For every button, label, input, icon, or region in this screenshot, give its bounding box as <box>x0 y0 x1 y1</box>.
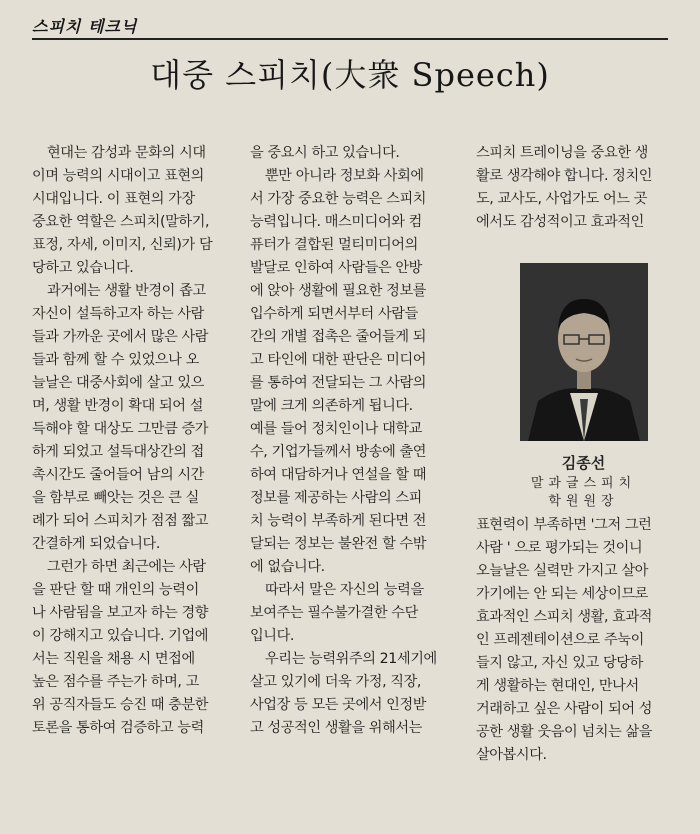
author-organization: 말과글스피치 <box>530 476 637 491</box>
text-line: 서 가장 중요한 능력은 스피치 <box>250 191 427 207</box>
text-line: 발달로 인하여 사람들은 안방 <box>250 260 422 276</box>
text-line: 살고 있기에 더욱 가정, 직장, <box>250 674 422 690</box>
text-line: 늘날은 대중사회에 살고 있으 <box>32 375 204 391</box>
text-line: 이며 능력의 시대이고 표현의 <box>32 168 204 184</box>
text-line: 도, 교사도, 사업가도 어느 곳 <box>476 191 648 207</box>
text-line: 을 판단 할 때 개인의 능력이 <box>32 582 199 598</box>
text-line: 예를 들어 정치인이나 대학교 <box>250 421 422 437</box>
text-line: 공한 생활 웃음이 넘치는 삶을 <box>476 724 653 740</box>
text-line: 이 강해지고 있습니다. 기업에 <box>32 628 209 644</box>
text-line: 며, 생활 반경이 확대 되어 설 <box>32 398 204 414</box>
text-line: 을 함부로 빼앗는 것은 큰 실 <box>32 490 199 506</box>
text-line: 높은 점수를 주는가 하며, 고 <box>32 674 199 690</box>
text-line: 간결하게 되었습니다. <box>32 536 160 552</box>
header-rule <box>32 38 668 40</box>
text-line: 서는 직원을 채용 시 면접에 <box>32 651 195 667</box>
column-3-top <box>476 142 691 234</box>
text-line: 당하고 있습니다. <box>32 260 134 276</box>
text-line: 들과 함께 할 수 있었으나 오 <box>32 352 199 368</box>
text-line: 에서도 감성적이고 효과적인 <box>476 214 644 230</box>
text-line: 우리는 능력위주의 21세기에 <box>265 651 437 667</box>
text-line: 에 없습니다. <box>250 559 325 575</box>
text-line: 따라서 말은 자신의 능력을 <box>265 582 424 598</box>
text-line: 에 앉아 생활에 필요한 정보를 <box>250 283 427 299</box>
text-line: 사업장 등 모든 곳에서 인정받 <box>250 697 427 713</box>
text-line: 효과적인 스피치 생활, 효과적 <box>476 609 653 625</box>
text-line: 자신이 설득하고자 하는 사람 <box>32 306 204 322</box>
text-line: 정보를 제공하는 사람의 스피 <box>250 490 422 506</box>
text-line: 달되는 정보는 불완전 할 수밖 <box>250 536 427 552</box>
text-line: 과거에는 생활 반경이 좁고 <box>47 283 206 299</box>
text-line: 그런가 하면 최근에는 사람 <box>47 559 206 575</box>
text-line: 게 생활하는 현대인, 만나서 <box>476 678 639 694</box>
text-line: 시대입니다. 이 표현의 가장 <box>32 191 195 207</box>
text-line: 촉시간도 줄어들어 남의 시간 <box>32 467 204 483</box>
text-line: 들과 가까운 곳에서 많은 사람 <box>32 329 209 345</box>
text-line: 나 사람됨을 보고자 하는 경향 <box>32 605 209 621</box>
text-line: 수, 기업가들께서 방송에 출연 <box>250 444 427 460</box>
text-line: 살아봅시다. <box>476 747 547 763</box>
text-line: 말에 크게 의존하게 됩니다. <box>250 398 413 414</box>
text-line: 간의 개별 접촉은 줄어들게 되 <box>250 329 427 345</box>
column-1 <box>32 142 242 740</box>
text-line: 입수하게 되면서부터 사람들 <box>250 306 418 322</box>
text-line: 표현력이 부족하면 '그저 그런 <box>476 517 652 533</box>
text-line: 득해야 할 대상도 그만큼 증가 <box>32 421 209 437</box>
series-label: 스피치 테크닉 <box>32 17 138 36</box>
article-title: 대중 스피치(大衆 Speech) <box>150 56 550 94</box>
author-name: 김종선 <box>561 454 606 472</box>
text-line: 하여 대담하거나 연설을 할 때 <box>250 467 427 483</box>
text-line: 퓨터가 결합된 멀티미디어의 <box>250 237 418 253</box>
text-line: 뿐만 아니라 정보화 사회에 <box>265 168 424 184</box>
text-line: 고 성공적인 생활을 위해서는 <box>250 720 422 736</box>
author-photo <box>520 263 648 441</box>
text-line: 능력입니다. 매스미디어와 컴 <box>250 214 422 230</box>
text-line: 토론을 통하여 검증하고 능력 <box>32 720 204 736</box>
column-3-bottom <box>476 514 691 767</box>
author-role: 학원원장 <box>548 494 619 509</box>
text-line: 위 공직자들도 승진 때 충분한 <box>32 697 209 713</box>
text-line: 을 중요시 하고 있습니다. <box>250 145 400 161</box>
text-line: 거래하고 싶은 사람이 되어 성 <box>476 701 653 717</box>
text-line: 입니다. <box>250 628 295 644</box>
text-line: 를 통하여 전달되는 그 사람의 <box>250 375 427 391</box>
text-line: 사람 ' 으로 평가되는 것이니 <box>476 540 643 556</box>
text-line: 스피치 트레이닝을 중요한 생 <box>476 145 648 161</box>
text-line: 례가 되어 스피치가 점점 짧고 <box>32 513 209 529</box>
text-line: 가기에는 안 되는 세상이므로 <box>476 586 648 602</box>
text-line: 하게 되었고 설득대상간의 접 <box>32 444 204 460</box>
text-line: 중요한 역할은 스피치(말하기, <box>32 214 210 230</box>
text-line: 오늘날은 실력만 가지고 살아 <box>476 563 648 579</box>
text-line: 들지 않고, 자신 있고 당당하 <box>476 655 643 671</box>
text-line: 현대는 감성과 문화의 시대 <box>47 145 206 161</box>
text-line: 보여주는 필수불가결한 수단 <box>250 605 418 621</box>
text-line: 고 타인에 대한 판단은 미디어 <box>250 352 427 368</box>
text-line: 인 프레젠테이션으로 주눅이 <box>476 632 644 648</box>
column-2 <box>250 142 465 740</box>
text-line: 표정, 자세, 이미지, 신뢰)가 담 <box>32 237 213 253</box>
text-line: 활로 생각해야 합니다. 정치인 <box>476 168 653 184</box>
text-line: 치 능력이 부족하게 된다면 전 <box>250 513 427 529</box>
